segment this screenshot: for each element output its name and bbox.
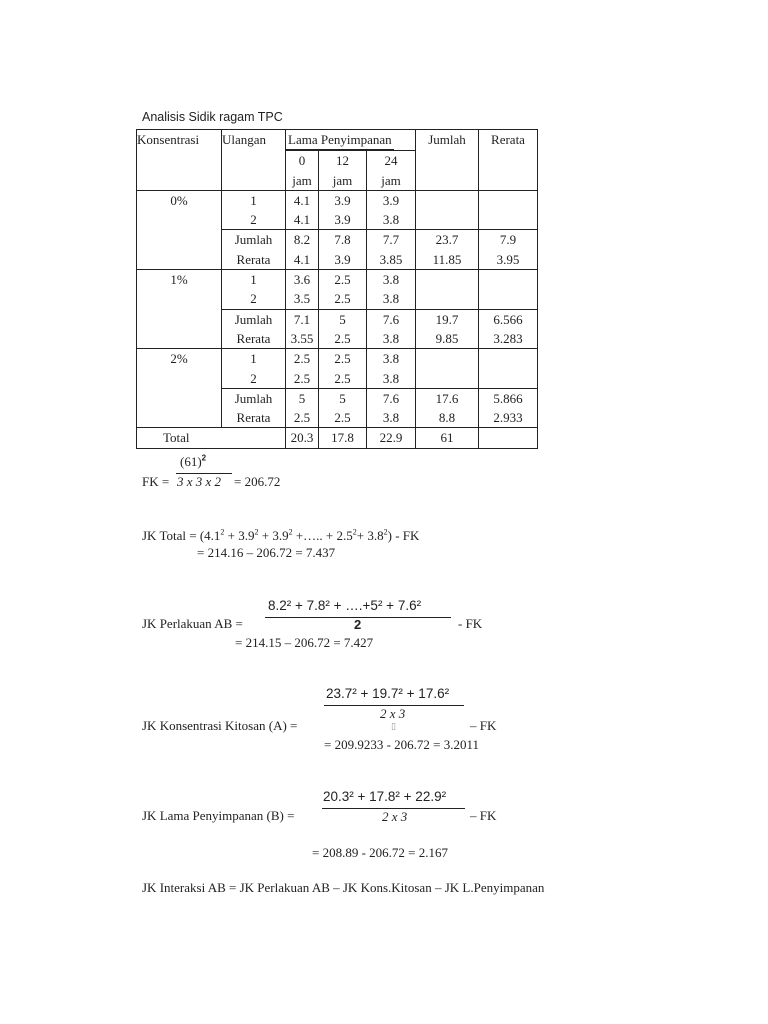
ulangan-cell: 1 2 (222, 270, 286, 310)
value-cell: 7.8 3.9 (319, 230, 367, 270)
value-cell: 3.6 3.5 (286, 270, 319, 310)
total-value: 61 (416, 428, 479, 448)
value-cell: 7.6 3.8 (367, 309, 416, 349)
value-cell: 3.8 3.8 (367, 349, 416, 389)
jk-interaksi-formula: JK Interaksi AB = JK Perlakuan AB – JK Kons.Kitosan – JK L.Penyimpanan (142, 880, 545, 895)
header-ulangan: Ulangan (222, 130, 286, 191)
header-jumlah: Jumlah (416, 130, 479, 191)
value-cell: 7.7 3.85 (367, 230, 416, 270)
ulangan-cell: 1 2 (222, 349, 286, 389)
group-label: 0% (137, 190, 222, 269)
table-header-row (137, 130, 538, 151)
document-title: Analisis Sidik ragam TPC (142, 110, 283, 124)
table-row (137, 190, 538, 230)
fk-label: FK = (142, 474, 170, 489)
anova-table (136, 129, 538, 449)
rerata-cell: 6.566 3.283 (479, 309, 538, 349)
jk-lama-numerator: 20.3² + 17.8² + 22.9² (323, 789, 447, 804)
jk-lama-label: JK Lama Penyimpanan (B) = (142, 808, 295, 823)
jk-lama-denominator: 2 x 3 (382, 809, 408, 824)
total-value: 17.8 (319, 428, 367, 448)
jk-konsentrasi-denominator: 2 x 3 (380, 706, 406, 721)
jk-lama-result: = 208.89 - 206.72 = 2.167 (312, 845, 448, 860)
value-cell: 7.6 3.8 (367, 388, 416, 428)
value-cell: 3.9 3.8 (367, 190, 416, 230)
value-cell: 5 2.5 (319, 388, 367, 428)
group-label: 2% (137, 349, 222, 428)
jk-perlakuan-denominator: 2 (354, 617, 362, 632)
header-konsentrasi: Konsentrasi (137, 130, 222, 191)
summary-label-cell: Jumlah Rerata (222, 230, 286, 270)
value-cell: 8.2 4.1 (286, 230, 319, 270)
value-cell: 7.1 3.55 (286, 309, 319, 349)
table-row (137, 270, 538, 310)
jk-total-formula: JK Total = ($4.1^2 + 3.9^2 + 3.9^2$ +….. + $2.5^2+ 3.8^2$) - FK (142, 527, 420, 543)
total-value (479, 428, 538, 448)
header-time-24: 24 jam (367, 151, 416, 191)
header-time-12: 12 jam (319, 151, 367, 191)
group-label: 1% (137, 270, 222, 349)
value-cell: 5 2.5 (286, 388, 319, 428)
jk-konsentrasi-suffix: – FK (470, 718, 497, 733)
total-value: 22.9 (367, 428, 416, 448)
total-value: 20.3 (286, 428, 319, 448)
summary-label-cell: Jumlah Rerata (222, 309, 286, 349)
ulangan-cell: 1 2 (222, 190, 286, 230)
jk-perlakuan-numerator: 8.2² + 7.8² + ….+5² + 7.6² (268, 598, 422, 613)
table-row (137, 349, 538, 389)
jumlah-cell: 17.6 8.8 (416, 388, 479, 428)
value-cell: 3.8 3.8 (367, 270, 416, 310)
jk-konsentrasi-label: JK Konsentrasi Kitosan (A) = (142, 718, 298, 733)
fk-numerator: $(61)^2$ (180, 453, 207, 469)
header-lama-penyimpanan: Lama Penyimpanan (286, 130, 416, 151)
rerata-cell: 7.9 3.95 (479, 230, 538, 270)
fk-result: = 206.72 (234, 474, 281, 489)
jk-lama-suffix: – FK (470, 808, 497, 823)
value-cell: 4.1 4.1 (286, 190, 319, 230)
jk-total-result: = 214.16 – 206.72 = 7.437 (197, 545, 336, 560)
jumlah-cell: 23.7 11.85 (416, 230, 479, 270)
table-total-row (137, 428, 538, 448)
jumlah-cell: 19.7 9.85 (416, 309, 479, 349)
value-cell: 2.5 2.5 (319, 349, 367, 389)
jk-perlakuan-label: JK Perlakuan AB = (142, 616, 243, 631)
total-label: Total (137, 428, 286, 448)
jk-perlakuan-result: = 214.15 – 206.72 = 7.427 (235, 635, 374, 650)
jk-konsentrasi-result: = 209.9233 - 206.72 = 3.2011 (324, 737, 480, 752)
header-time-0: 0 jam (286, 151, 319, 191)
value-cell: 2.5 2.5 (286, 349, 319, 389)
value-cell: 3.9 3.9 (319, 190, 367, 230)
header-rerata: Rerata (479, 130, 538, 191)
fk-denominator: 3 x 3 x 2 (177, 474, 222, 489)
summary-label-cell: Jumlah Rerata (222, 388, 286, 428)
value-cell: 2.5 2.5 (319, 270, 367, 310)
value-cell: 5 2.5 (319, 309, 367, 349)
placeholder-box-icon: ▯ (391, 721, 396, 731)
jk-perlakuan-suffix: - FK (458, 616, 483, 631)
rerata-cell: 5.866 2.933 (479, 388, 538, 428)
jk-konsentrasi-numerator: 23.7² + 19.7² + 17.6² (326, 686, 450, 701)
